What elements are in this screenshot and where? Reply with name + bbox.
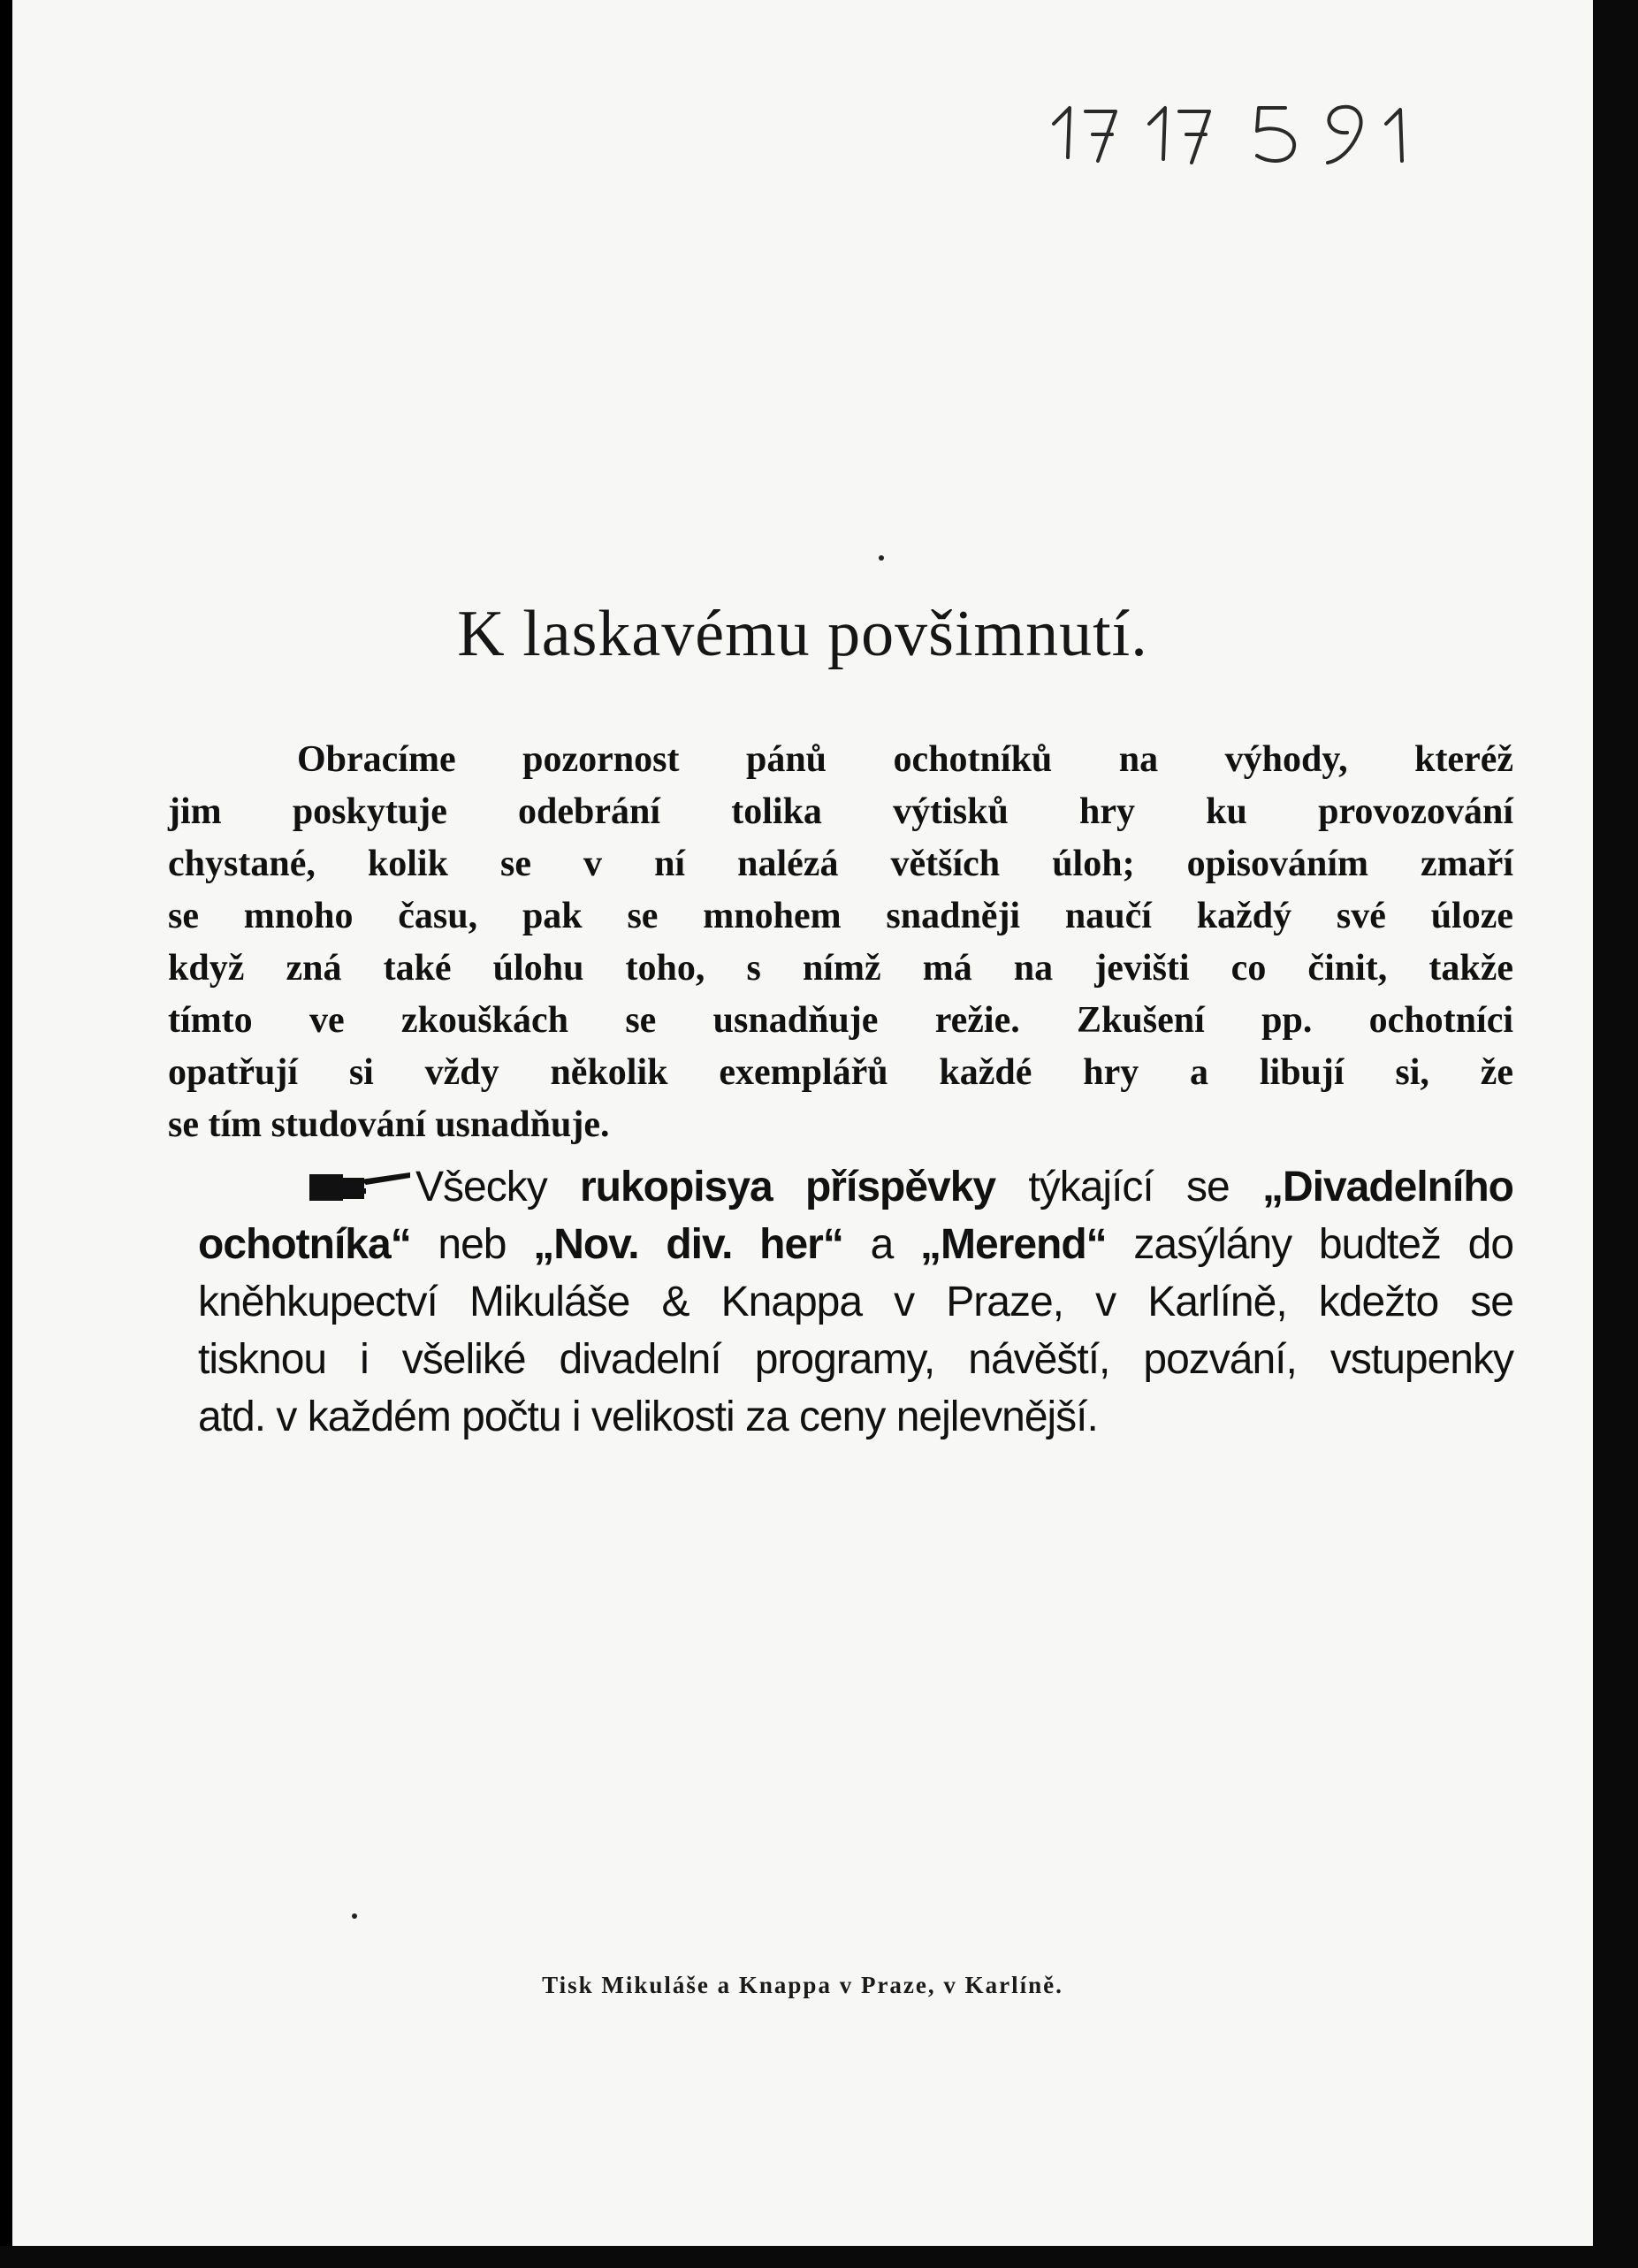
submissions-line <box>168 1216 1513 1273</box>
submissions-text: „Divadelního <box>1261 1164 1513 1210</box>
submissions-text: zasýlány budtež do <box>1133 1221 1514 1268</box>
submissions-text: Všecky <box>415 1164 547 1210</box>
scan-edge-right <box>1593 0 1638 2268</box>
print-speck <box>879 555 884 561</box>
notice-paragraph <box>168 734 1513 1151</box>
print-speck <box>352 1913 357 1919</box>
submissions-text: ochotníka“ <box>198 1221 411 1268</box>
notice-line: jim poskytuje odebrání tolika výtisků hry ku provozování <box>168 791 1513 832</box>
notice-line: se mnoho času, pak se mnohem snadněji naučí každý své úloze <box>168 896 1513 936</box>
submissions-line: atd. v každém počtu i velikosti za ceny nejlevnější. <box>198 1394 1098 1440</box>
document-page <box>12 0 1593 2246</box>
notice-line: chystané, kolik se v ní nalézá větších úloh; opisováním zmaří <box>168 844 1513 884</box>
notice-line: Obracíme pozornost pánů ochotníků na výhody, kteréž <box>297 739 1513 780</box>
submissions-text: neb <box>438 1221 507 1268</box>
submissions-paragraph <box>168 1158 1513 1446</box>
submissions-text: rukopisy <box>579 1164 750 1210</box>
printer-imprint: Tisk Mikuláše a Knappa v Praze, v Karlíně. <box>542 1972 1063 1998</box>
notice-line: když zná také úlohu toho, s nímž má na jevišti co činit, takže <box>168 948 1513 989</box>
submissions-line <box>168 1158 1513 1216</box>
submissions-text: „Merend“ <box>919 1221 1107 1268</box>
handwritten-shelfmark <box>1047 88 1462 172</box>
shelfmark-text: 17 17 5 9 1 <box>1047 88 1051 89</box>
pointing-hand-icon <box>308 1167 412 1206</box>
notice-line: tímto ve zkouškách se usnadňuje režie. Zkušení pp. ochotníci <box>168 1000 1513 1041</box>
notice-line: se tím studování usnadňuje. <box>168 1104 610 1145</box>
page-title: K laskavému povšimnutí. <box>457 598 1148 670</box>
submissions-text: týkající se <box>1028 1164 1230 1210</box>
notice-line: opatřují si vždy několik exemplářů každé hry a libují si, že <box>168 1052 1513 1093</box>
submissions-line: kněhkupectví Mikuláše & Knappa v Praze, v Karlíně, kdežto se <box>198 1279 1513 1325</box>
submissions-line: tisknou i všeliké divadelní programy, návěští, pozvání, vstupenky <box>198 1336 1513 1383</box>
submissions-text: a <box>750 1164 773 1210</box>
submissions-text: „Nov. div. her“ <box>533 1221 843 1268</box>
submissions-text: a <box>870 1221 894 1268</box>
scan-edge-bottom <box>0 2246 1638 2268</box>
submissions-text: příspěvky <box>804 1164 996 1210</box>
